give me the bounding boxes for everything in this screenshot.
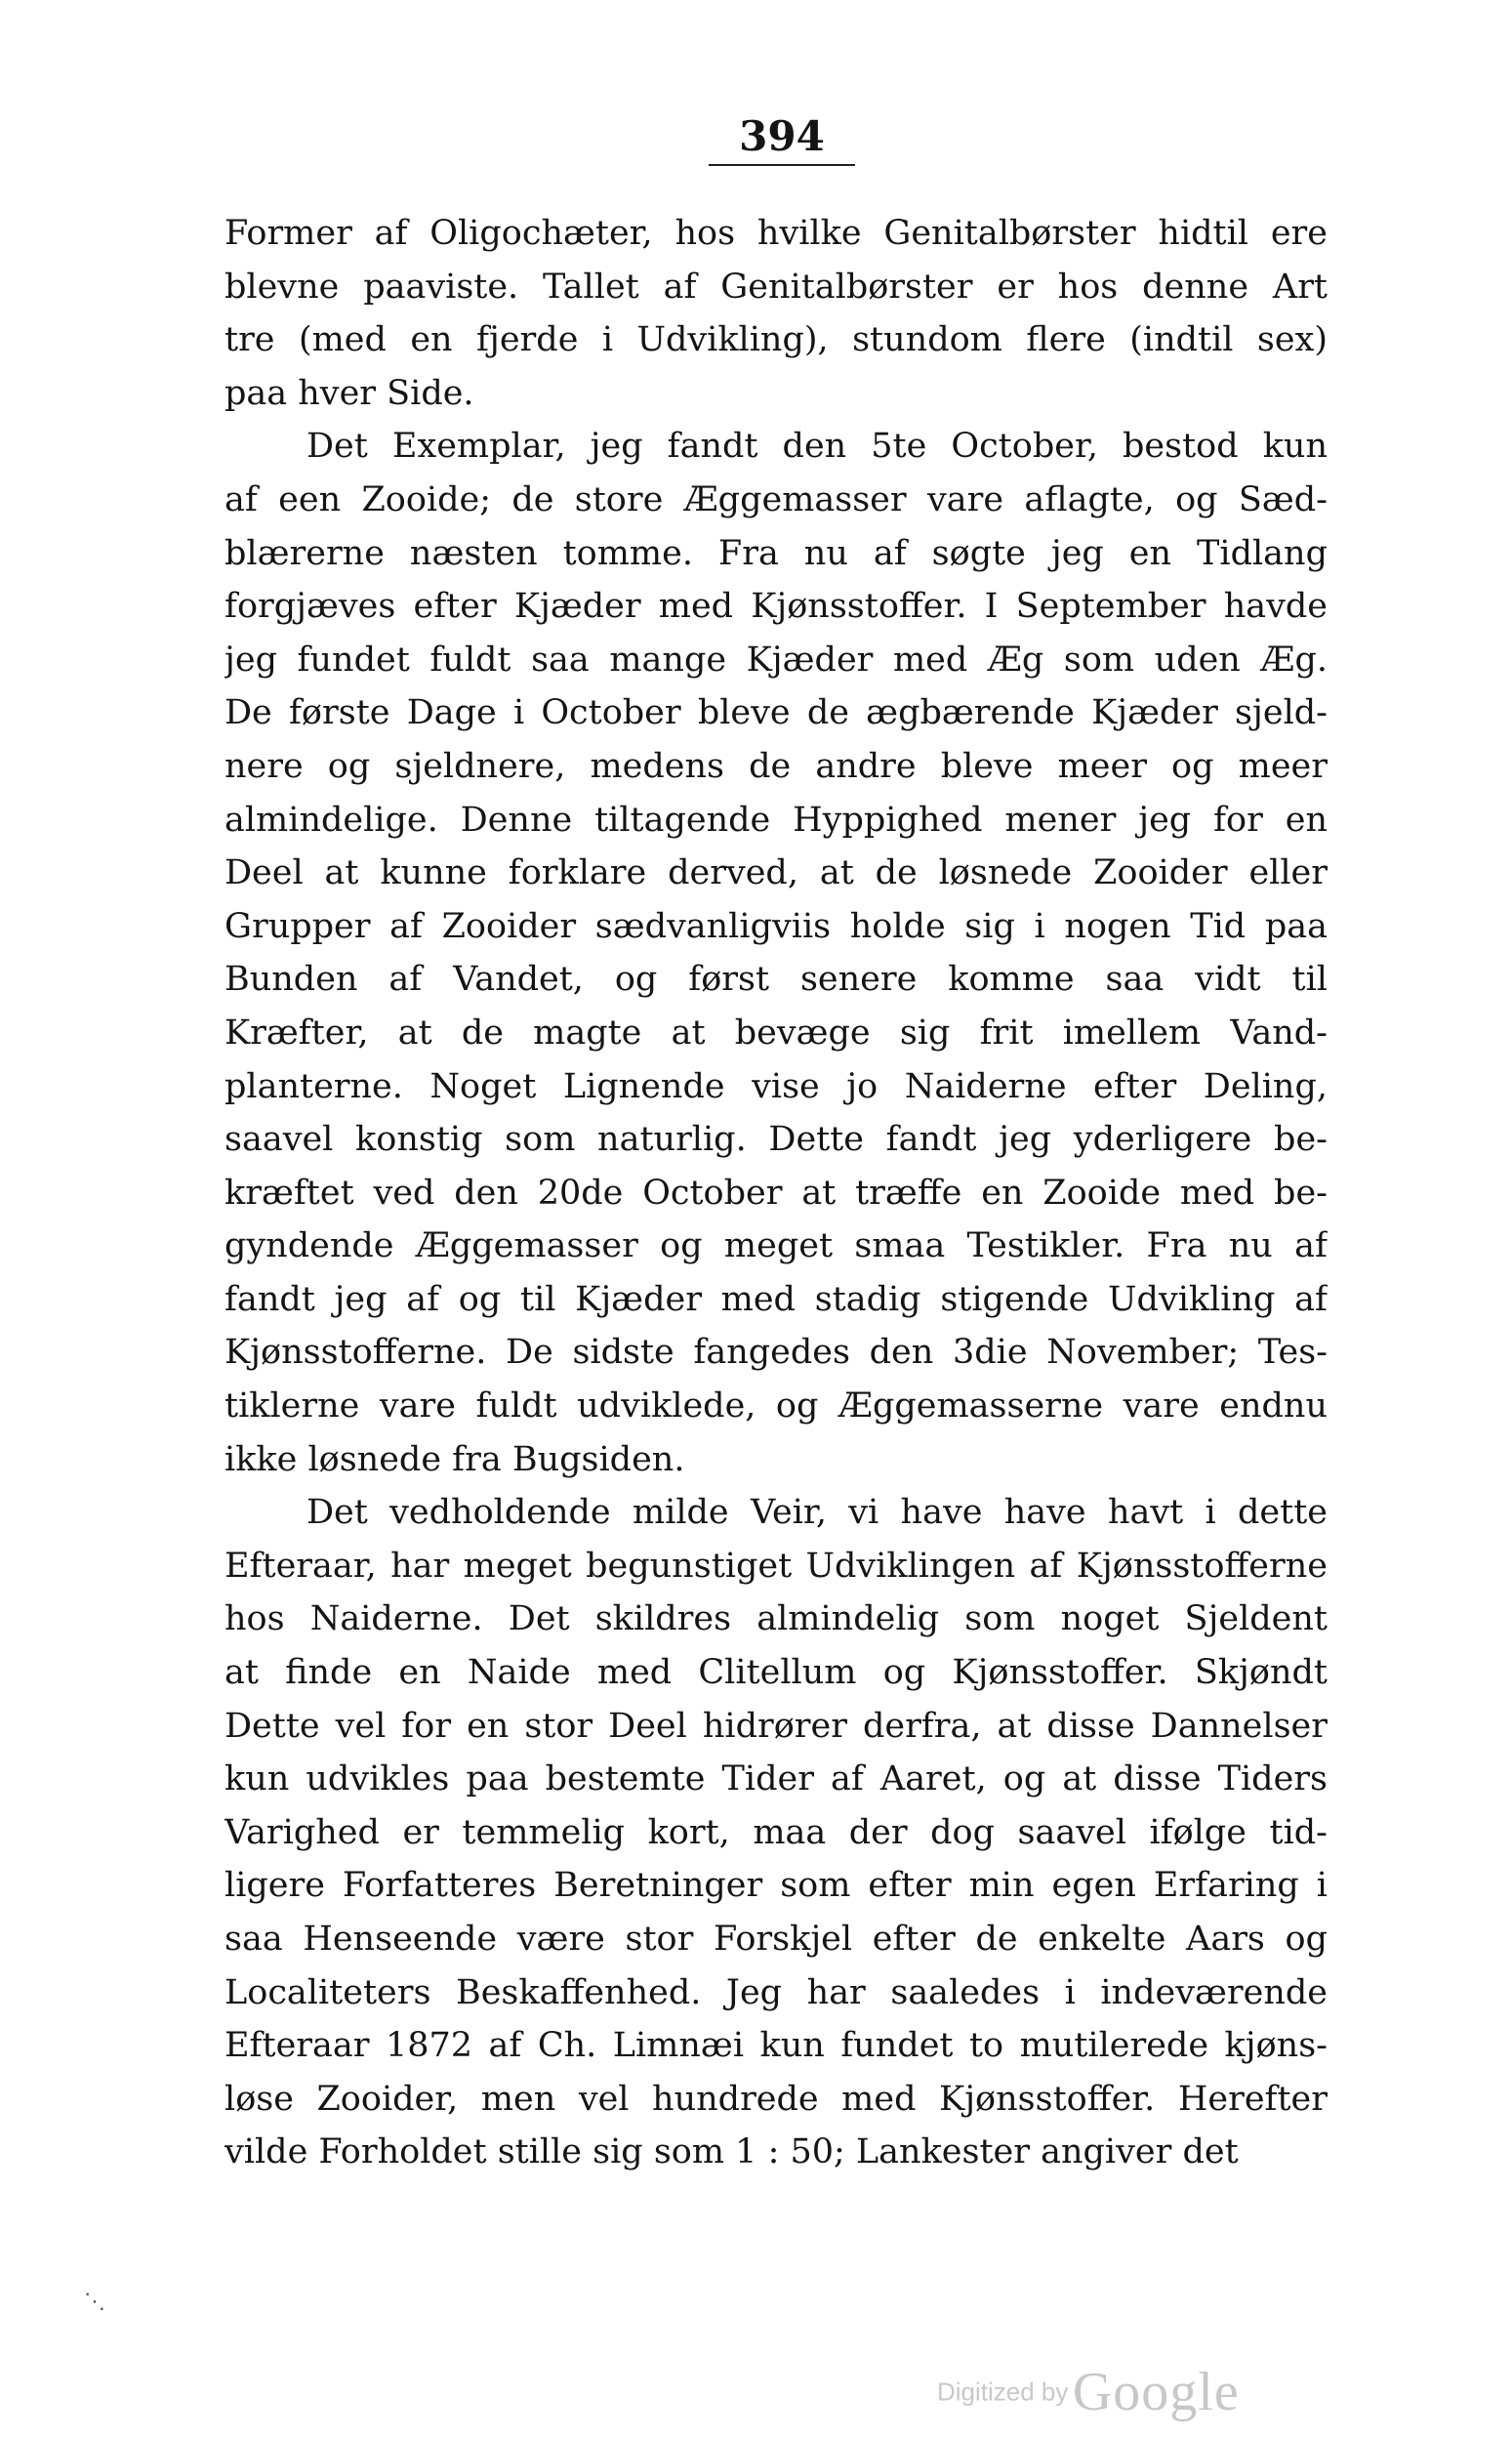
- text-line: jeg fundet fuldt saa mange Kjæder med Æg som uden Æg.: [225, 640, 1328, 680]
- text-line: Efteraar, har meget begunstiget Udviklingen af Kjønsstofferne: [225, 1546, 1328, 1586]
- text-line: fandt jeg af og til Kjæder med stadig stigende Udvikling af: [225, 1279, 1328, 1319]
- text-line: ligere Forfatteres Beretninger som efter min egen Erfaring i: [225, 1866, 1328, 1906]
- page-number: 394: [739, 112, 825, 160]
- text-line: saa Henseende være stor Forskjel efter de enkelte Aars og: [225, 1920, 1328, 1959]
- text-line: at finde en Naide med Clitellum og Kjønsstoffer. Skjøndt: [225, 1653, 1328, 1693]
- text-line: gyndende Æggemasser og meget smaa Testikler. Fra nu af: [225, 1226, 1328, 1266]
- text-line: Grupper af Zooider sædvanligviis holde sig i nogen Tid paa: [225, 906, 1328, 946]
- text-line: Localiteters Beskaffenhed. Jeg har saaledes i indeværende: [225, 1972, 1328, 2012]
- text-line: De første Dage i October bleve de ægbærende Kjæder sjeld-: [225, 693, 1328, 733]
- text-line: Det vedholdende milde Veir, vi have have havt i dette: [306, 1493, 1328, 1533]
- text-line: kræftet ved den 20de October at træffe en Zooide med be-: [225, 1173, 1328, 1213]
- stray-mark: ⋱: [84, 2290, 105, 2314]
- watermark-prefix: Digitized by: [937, 2377, 1069, 2407]
- text-line: vilde Forholdet stille sig som 1 : 50; Lankester angiver det: [225, 2132, 1239, 2172]
- text-line: Det Exemplar, jeg fandt den 5te October, bestod kun: [306, 427, 1328, 467]
- text-line: af een Zooide; de store Æggemasser vare aflagte, og Sæd-: [225, 479, 1328, 519]
- text-line: blevne paaviste. Tallet af Genitalbørster er hos denne Art: [225, 267, 1328, 307]
- text-line: Dette vel for en stor Deel hidrører derfra, at disse Dannelser: [225, 1706, 1328, 1746]
- text-line: nere og sjeldnere, medens de andre bleve meer og meer: [225, 746, 1328, 786]
- text-line: Kjønsstofferne. De sidste fangedes den 3die November; Tes-: [225, 1333, 1328, 1373]
- google-watermark: [937, 2361, 1240, 2423]
- text-line: Varighed er temmelig kort, maa der dog saavel ifølge tid-: [225, 1812, 1328, 1852]
- google-logo: Google: [1072, 2362, 1240, 2422]
- text-line: hos Naiderne. Det skildres almindelig som noget Sjeldent: [225, 1599, 1328, 1639]
- text-line: Kræfter, at de magte at bevæge sig frit imellem Vand-: [225, 1013, 1328, 1053]
- text-line: planterne. Noget Lignende vise jo Naiderne efter Deling,: [225, 1066, 1328, 1106]
- text-line: blærerne næsten tomme. Fra nu af søgte jeg en Tidlang: [225, 533, 1328, 573]
- text-line: Former af Oligochæter, hos hvilke Genitalbørster hidtil ere: [225, 214, 1328, 253]
- body-text: [225, 207, 1328, 2179]
- page-number-rule: [709, 164, 855, 166]
- text-line: tre (med en fjerde i Udvikling), stundom flere (indtil sex): [225, 320, 1328, 360]
- text-line: saavel konstig som naturlig. Dette fandt jeg yderligere be-: [225, 1120, 1328, 1160]
- text-line: forgjæves efter Kjæder med Kjønsstoffer. I September havde: [225, 587, 1328, 627]
- text-line: Deel at kunne forklare derved, at de løsnede Zooider eller: [225, 853, 1328, 893]
- text-line: Efteraar 1872 af Ch. Limnæi kun fundet to mutilerede kjøns-: [225, 2026, 1328, 2066]
- text-line: paa hver Side.: [225, 373, 474, 413]
- text-line: almindelige. Denne tiltagende Hyppighed mener jeg for en: [225, 800, 1328, 840]
- text-line: ikke løsnede fra Bugsiden.: [225, 1439, 685, 1479]
- text-line: tiklerne vare fuldt udviklede, og Æggemasserne vare endnu: [225, 1386, 1328, 1426]
- text-line: kun udvikles paa bestemte Tider af Aaret, og at disse Tiders: [225, 1759, 1328, 1799]
- text-line: Bunden af Vandet, og først senere komme saa vidt til: [225, 960, 1328, 1000]
- text-line: løse Zooider, men vel hundrede med Kjønsstoffer. Herefter: [225, 2079, 1328, 2119]
